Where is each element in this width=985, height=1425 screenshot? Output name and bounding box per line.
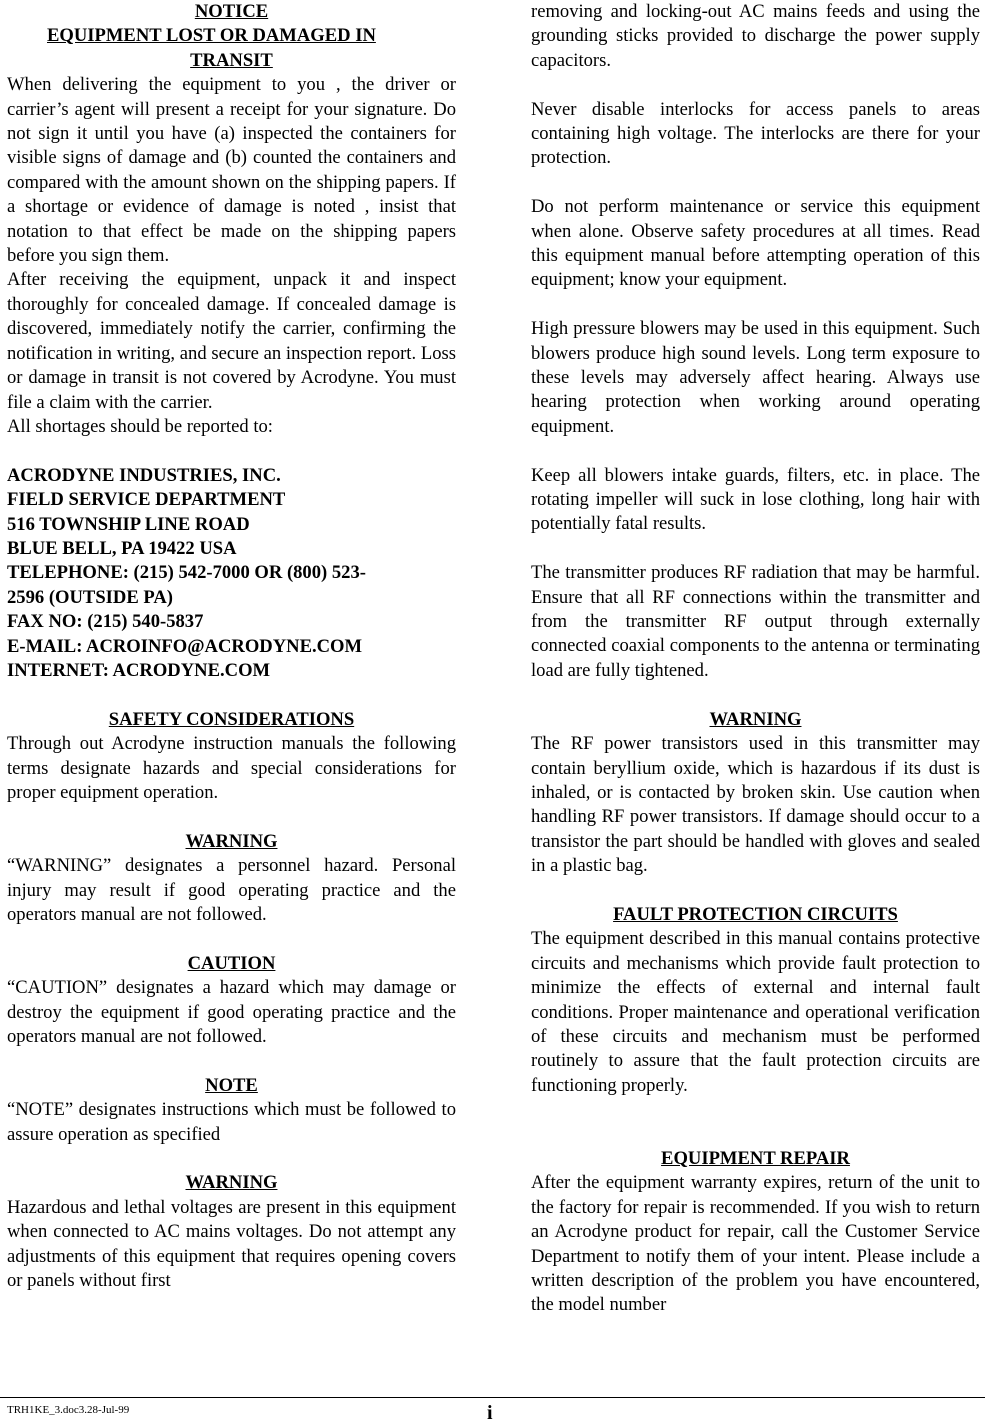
warning-definition-paragraph: “WARNING” designates a personnel hazard. Personal injury may result if good operating practice and the operators manual are not followed. (7, 855, 456, 925)
voltage-warning-continued: removing and locking-out AC mains feeds and using the grounding sticks provided to discharge the power supply capacitors. (531, 1, 980, 71)
safety-considerations-title: SAFETY CONSIDERATIONS (108, 708, 355, 730)
address-telephone: TELEPHONE: (215) 542-7000 OR (800) 523- (7, 562, 366, 584)
page-number: i (487, 1402, 493, 1424)
equipment-repair-paragraph: After the equipment warranty expires, return of the unit to the factory for repair is recommended. If you wish to return an Acrodyne product for repair, call the Customer Service Department to notify them of your intent. Please include a written description of the problem you have encountered, the model number (531, 1172, 980, 1316)
address-block (7, 464, 456, 684)
right-column (531, 0, 980, 1318)
caution-definition-paragraph: “CAUTION” designates a hazard which may damage or destroy the equipment if good operating practice and the operators manual are not followed. (7, 977, 456, 1047)
rf-radiation-paragraph: The transmitter produces RF radiation that may be harmful. Ensure that all RF connections within the transmitter and from the transmitter RF output through externally connected coaxial components to the antenna or terminating load are fully tightened. (531, 562, 980, 681)
address-email: E-MAIL: ACROINFO@ACRODYNE.COM (7, 635, 363, 657)
notice-paragraph-shortages: All shortages should be reported to: (7, 415, 273, 437)
note-definition-title: NOTE (205, 1074, 258, 1096)
equipment-repair-title: EQUIPMENT REPAIR (661, 1147, 850, 1169)
address-telephone-cont: 2596 (OUTSIDE PA) (7, 586, 173, 608)
address-internet: INTERNET: ACRODYNE.COM (7, 659, 271, 681)
interlock-paragraph: Never disable interlocks for access panels to areas containing high voltage. The interlocks are there for your protection. (531, 98, 980, 169)
maintenance-paragraph: Do not perform maintenance or service this equipment when alone. Observe safety procedures at all times. Read this equipment manual before attempting operation of this equipment; know your equipment. (531, 196, 980, 291)
footer-document-id: TRH1KE_3.doc3.28-Jul-99 (7, 1404, 130, 1416)
note-definition-paragraph: “NOTE” designates instructions which must be followed to assure operation as specified (7, 1099, 456, 1145)
fault-protection-paragraph: The equipment described in this manual contains protective circuits and mechanisms which provide fault protection to minimize the effects of external and internal fault conditions. Proper maintenance and operational verification of these circuits and mechanism must be performed routinely to assure that the fault protection circuits are functioning properly. (531, 928, 980, 1096)
notice-paragraph-concealed-damage: After receiving the equipment, unpack it and inspect thoroughly for concealed damage. If concealed damage is discovered, immediately notify the carrier, confirming the notification in writing, and secure an inspection report. Loss or damage in transit is not covered by Acrodyne. You must file a claim with the carrier. (7, 269, 456, 413)
fault-protection-title: FAULT PROTECTION CIRCUITS (613, 903, 898, 925)
notice-paragraph-delivery: When delivering the equipment to you , the driver or carrier’s agent will present a receipt for your signature. Do not sign it until you have (a) inspected the containers for visible signs of damage and (b) counted the containers and compared with the amount shown on the shipping papers. If a shortage or evidence of damage is noted , insist that notation to that effect be made on the shipping papers before you sign them. (7, 74, 456, 267)
notice-subtitle-line2: TRANSIT (190, 49, 273, 71)
voltage-warning-paragraph: Hazardous and lethal voltages are present in this equipment when connected to AC mains voltages. Do not attempt any adjustments of this equipment that requires opening covers or panels without first (7, 1196, 456, 1292)
notice-subtitle-line1: EQUIPMENT LOST OR DAMAGED IN (47, 25, 376, 47)
address-line: 516 TOWNSHIP LINE ROAD (7, 513, 250, 535)
address-line: BLUE BELL, PA 19422 USA (7, 537, 237, 559)
beryllium-warning-title: WARNING (709, 708, 802, 730)
address-line: ACRODYNE INDUSTRIES, INC. (7, 464, 281, 486)
beryllium-warning-paragraph: The RF power transistors used in this transmitter may contain beryllium oxide, which is hazardous if its dust is inhaled, or is contacted by broken skin. Use caution when handling RF power transistors. If damage should occur to a transistor the part should be handled with gloves and sealed in a plastic bag. (531, 733, 980, 877)
blower-noise-paragraph: High pressure blowers may be used in this equipment. Such blowers produce high sound levels. Long term exposure to these levels may adversely affect hearing. Always use hearing protection when working around operating equipment. (531, 318, 980, 437)
caution-definition-title: CAUTION (187, 952, 276, 974)
footer-divider (0, 1397, 985, 1398)
left-column (7, 0, 456, 1293)
warning-definition-title: WARNING (185, 830, 278, 852)
address-fax: FAX NO: (215) 540-5837 (7, 611, 204, 633)
voltage-warning-title: WARNING (185, 1172, 278, 1194)
notice-title: NOTICE (194, 1, 269, 22)
blower-guards-paragraph: Keep all blowers intake guards, filters, etc. in place. The rotating impeller will suck in lose clothing, long hair with potentially fatal results. (531, 464, 980, 535)
address-line: FIELD SERVICE DEPARTMENT (7, 489, 286, 511)
safety-considerations-paragraph: Through out Acrodyne instruction manuals the following terms designate hazards and special considerations for proper equipment operation. (7, 733, 456, 803)
